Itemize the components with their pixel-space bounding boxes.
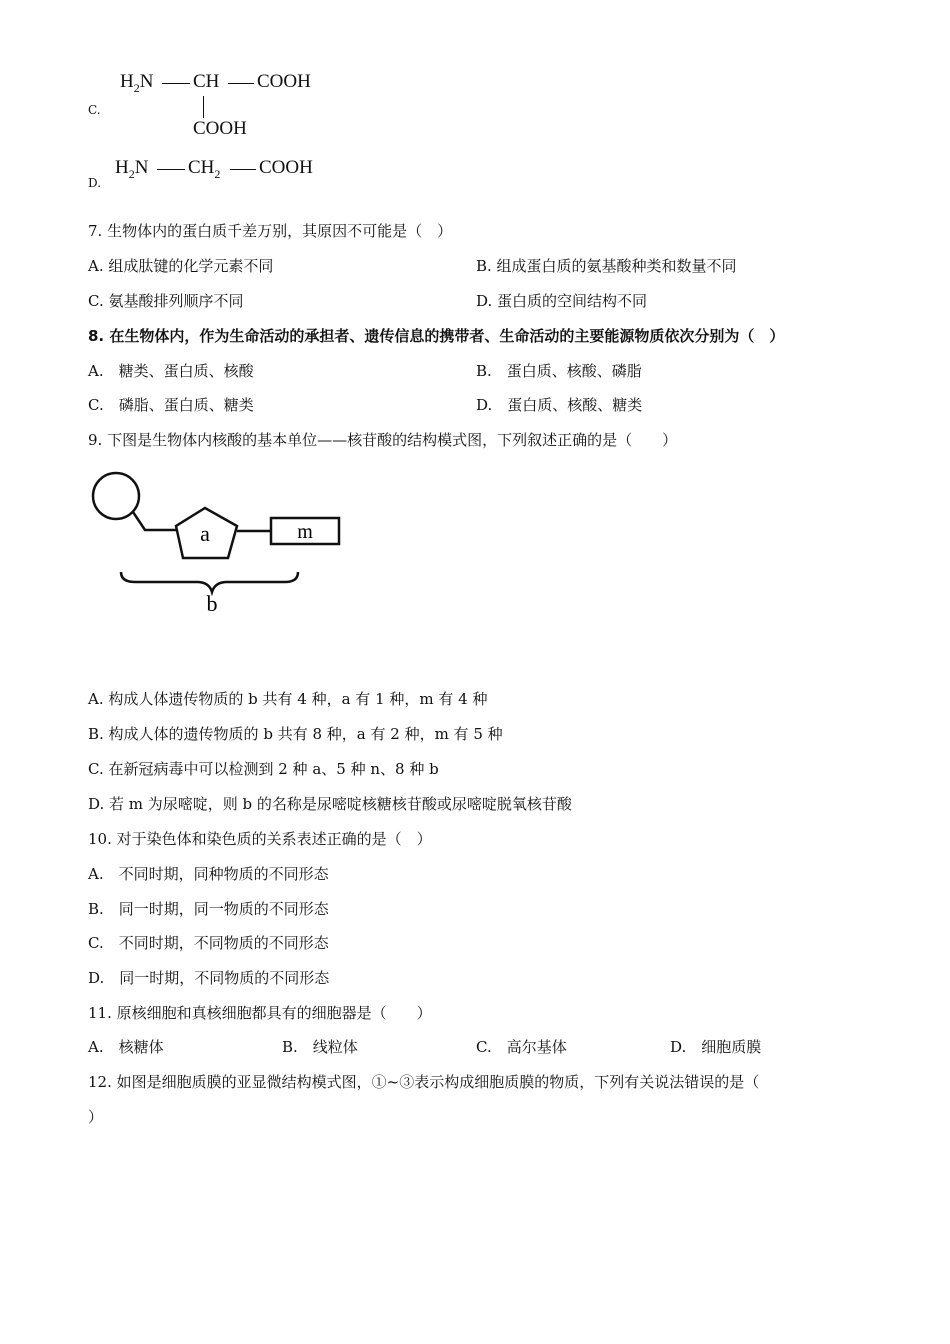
q9-option-d: D. 若 m 为尿嘧啶，则 b 的名称是尿嘧啶核糖核苷酸或尿嘧啶脱氧核苷酸 bbox=[88, 795, 572, 813]
d-bond-1 bbox=[157, 169, 185, 170]
c-bond-vertical bbox=[203, 96, 204, 118]
c-bond-1 bbox=[162, 83, 190, 84]
q9-stem: 9. 下图是生物体内核酸的基本单位——核苷酸的结构模式图，下列叙述正确的是（ ） bbox=[88, 431, 678, 449]
option-c-formula-main: $H_2N$ bbox=[120, 71, 154, 95]
option-d-formula-main: $H_2N$ bbox=[115, 157, 149, 181]
brace bbox=[121, 572, 298, 592]
q10-option-b: B. 同一时期，同一物质的不同形态 bbox=[88, 900, 329, 918]
d-bond-2 bbox=[230, 169, 256, 170]
option-c-formula-middle: CH bbox=[193, 71, 220, 92]
rect-label: m bbox=[297, 521, 313, 543]
q8-option-d: D. 蛋白质、核酸、糖类 bbox=[476, 396, 643, 414]
q11-option-a: A. 核糖体 bbox=[88, 1038, 164, 1056]
q11-option-c: C. 高尔基体 bbox=[476, 1038, 567, 1056]
option-d-label: D. bbox=[88, 176, 102, 190]
q7-option-d: D. 蛋白质的空间结构不同 bbox=[476, 292, 648, 310]
q9-option-b: B. 构成人体的遗传物质的 b 共有 8 种，a 有 2 种，m 有 5 种 bbox=[88, 725, 503, 743]
q10-option-a: A. 不同时期，同种物质的不同形态 bbox=[88, 865, 329, 883]
c-bond-2 bbox=[228, 83, 254, 84]
q9-option-a: A. 构成人体遗传物质的 b 共有 4 种，a 有 1 种，m 有 4 种 bbox=[88, 690, 488, 708]
option-c-formula-right: COOH bbox=[257, 71, 311, 92]
q10-stem: 10. 对于染色体和染色质的关系表述正确的是（ ） bbox=[88, 830, 432, 848]
q12-stem-continued: ） bbox=[88, 1108, 104, 1126]
q10-option-d: D. 同一时期，不同物质的不同形态 bbox=[88, 969, 330, 987]
q8-option-b: B. 蛋白质、核酸、磷脂 bbox=[476, 362, 642, 380]
q7-option-a: A. 组成肽键的化学元素不同 bbox=[88, 257, 274, 275]
brace-label: b bbox=[206, 591, 218, 616]
option-d-formula-middle: $CH_2$ bbox=[188, 157, 221, 181]
q7-stem: 7. 生物体内的蛋白质千差万别，其原因不可能是（ ） bbox=[88, 222, 453, 240]
q7-option-b: B. 组成蛋白质的氨基酸种类和数量不同 bbox=[476, 257, 737, 275]
option-d-formula-right: COOH bbox=[259, 157, 313, 178]
option-c-formula-branch: COOH bbox=[193, 118, 247, 139]
q8-stem: 8. 在生物体内，作为生命活动的承担者、遗传信息的携带者、生命活动的主要能源物质依次分别为（ ） bbox=[88, 327, 785, 345]
phosphate-circle bbox=[93, 473, 139, 519]
q8-option-a: A. 糖类、蛋白质、核酸 bbox=[88, 362, 254, 380]
q10-option-c: C. 不同时期，不同物质的不同形态 bbox=[88, 934, 329, 952]
q11-stem: 11. 原核细胞和真核细胞都具有的细胞器是（ ） bbox=[88, 1004, 432, 1022]
q8-option-c: C. 磷脂、蛋白质、糖类 bbox=[88, 396, 254, 414]
q11-option-d: D. 细胞质膜 bbox=[670, 1038, 762, 1056]
phosphate-sugar-bond bbox=[133, 512, 177, 530]
option-c-label: C. bbox=[88, 103, 101, 117]
q7-option-c: C. 氨基酸排列顺序不同 bbox=[88, 292, 244, 310]
pentagon-label: a bbox=[200, 521, 210, 546]
q9-option-c: C. 在新冠病毒中可以检测到 2 种 a、5 种 n、8 种 b bbox=[88, 760, 439, 778]
q12-stem: 12. 如图是细胞质膜的亚显微结构模式图，①~③表示构成细胞质膜的物质，下列有关说法错误的是（ bbox=[88, 1073, 760, 1091]
nucleotide-diagram bbox=[85, 468, 355, 618]
q11-option-b: B. 线粒体 bbox=[282, 1038, 358, 1056]
